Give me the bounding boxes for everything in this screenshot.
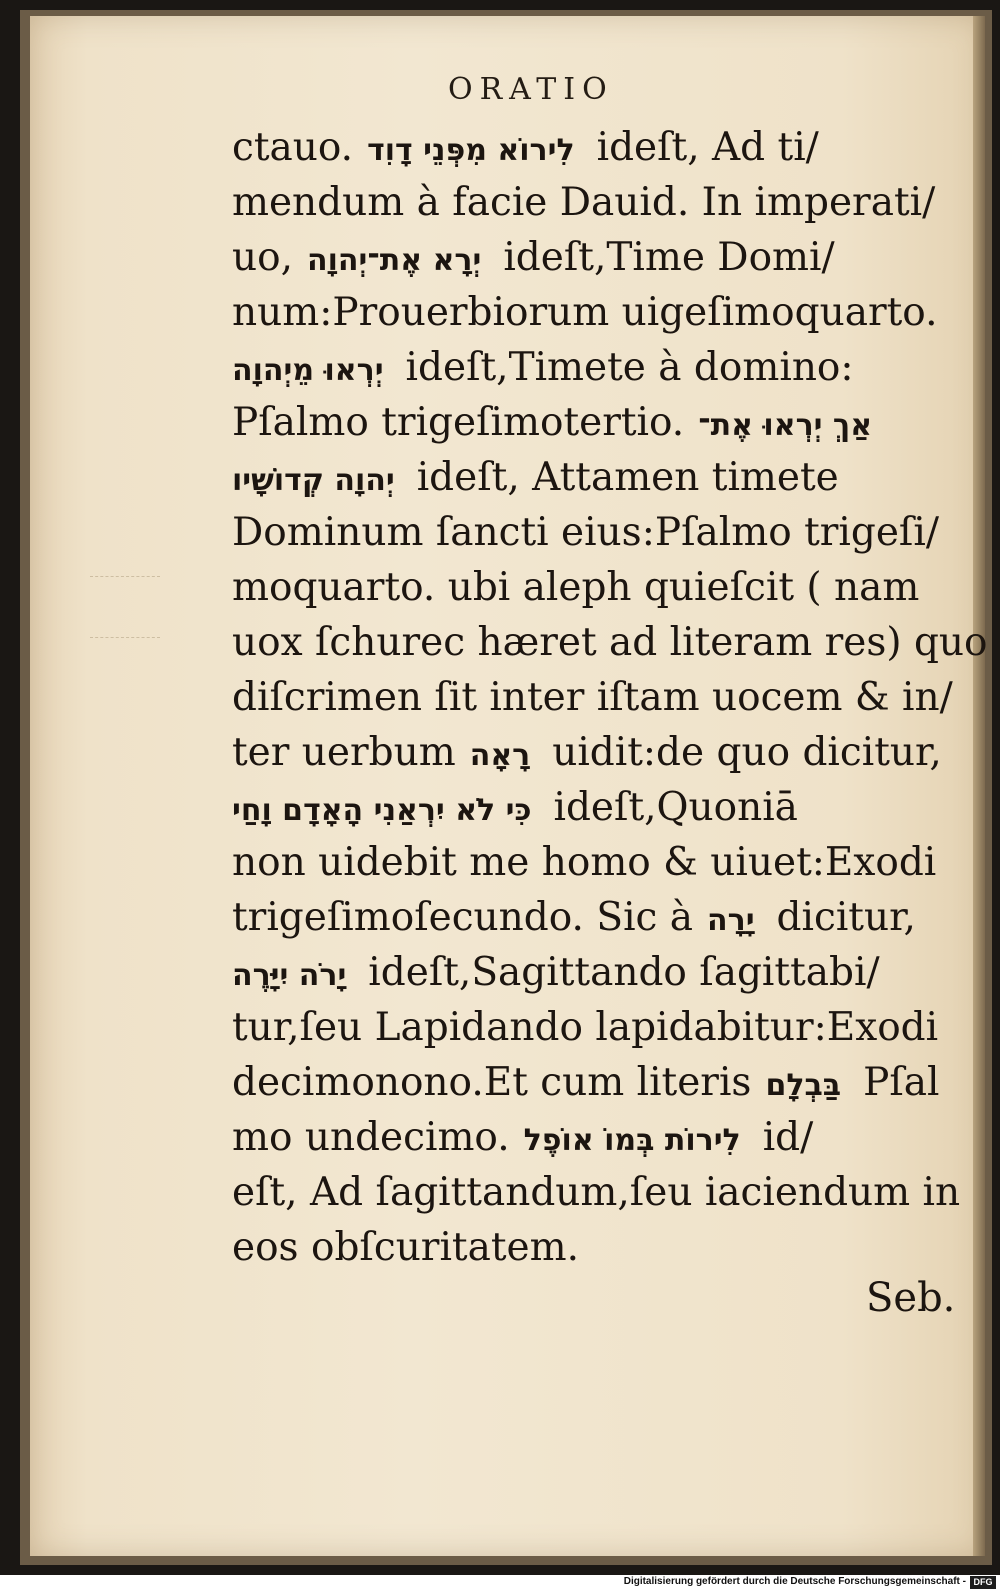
hebrew-text: יְרְאוּ מֵיְהוָה [232, 353, 384, 388]
latin-text: ctauo. [232, 125, 354, 170]
latin-text: ideſt,Sagittando ſagittabi/ [368, 950, 880, 995]
text-line [232, 890, 952, 945]
latin-text: Dominum ſancti eius:Pſalmo trigeſi/ [232, 510, 939, 555]
latin-text: uox ſchurec hæret ad literam res) quo [232, 620, 988, 665]
hebrew-text: אַךְ יְרְאוּ אֶת־ [698, 408, 873, 443]
text-line [232, 1000, 952, 1055]
latin-text: non uidebit me homo & uiuet:Exodi [232, 840, 937, 885]
latin-text: uidit:de quo dicitur, [552, 730, 942, 775]
text-line [232, 835, 952, 890]
latin-text: diſcrimen ſit inter iſtam uocem & in/ [232, 675, 953, 720]
latin-text: trigeſimoſecundo. Sic à [232, 895, 694, 940]
text-line [232, 725, 952, 780]
text-line [232, 670, 952, 725]
text-line [232, 450, 952, 505]
funding-notice: Digitalisierung gefördert durch die Deutsche Forschungsgemeinschaft - [623, 1576, 966, 1587]
text-line [232, 1165, 961, 1220]
show-through-marks [90, 576, 160, 638]
text-line [232, 230, 952, 285]
latin-text: num:Prouerbiorum uigeſimoquarto. [232, 290, 938, 335]
dfg-logo: DFG [970, 1576, 996, 1589]
text-line [232, 1220, 952, 1275]
latin-text: mendum à facie Dauid. In imperati/ [232, 180, 936, 225]
running-head: ORATIO [448, 72, 614, 107]
text-line [232, 1110, 952, 1165]
latin-text: ideſt,Timete à domino: [405, 345, 854, 390]
text-line [232, 560, 952, 615]
footer-bar [0, 1575, 1000, 1591]
latin-text: Pſalmo trigeſimotertio. [232, 400, 685, 445]
latin-text: decimonono.Et cum literis [232, 1060, 752, 1105]
latin-text: uo, [232, 235, 293, 280]
latin-text: ideſt, Ad ti/ [596, 125, 819, 170]
text-line [232, 395, 952, 450]
latin-text: dicitur, [776, 895, 916, 940]
latin-text: Pſal [863, 1060, 940, 1105]
text-line [232, 1055, 952, 1110]
text-block [232, 120, 988, 1275]
hebrew-text: לִירוֹא מִפְּנֵי דָוִד [367, 133, 575, 168]
latin-text: id/ [762, 1115, 814, 1160]
latin-text: mo undecimo. [232, 1115, 510, 1160]
text-line [232, 780, 952, 835]
hebrew-text: בַּבְלָם [765, 1068, 842, 1103]
latin-text: eſt, Ad ſagittandum,ſeu iaciendum in [232, 1170, 961, 1215]
catchword: Seb. [866, 1275, 956, 1321]
latin-text: ideſt, Attamen timete [416, 455, 839, 500]
text-line [232, 120, 952, 175]
text-line [232, 175, 952, 230]
latin-text: ter uerbum [232, 730, 456, 775]
latin-text: moquarto. ubi aleph quieſcit ( nam [232, 565, 920, 610]
hebrew-text: כִּי לֹא יִרְאַנִי הָאָדָם וָחַי [232, 793, 532, 828]
text-line [232, 505, 952, 560]
hebrew-text: יָרֹה יִיָּרֶה [232, 958, 347, 993]
hebrew-text: יְרָא אֶת־יְהוָה [307, 243, 482, 278]
latin-text: ideſt,Time Domi/ [503, 235, 835, 280]
hebrew-text: יָרָה [707, 903, 755, 938]
text-line [232, 340, 952, 395]
hebrew-text: לִירוֹת בְּמוֹ אוֹפֶל [523, 1123, 741, 1158]
text-line [232, 615, 988, 670]
hebrew-text: יְהוָה קְדוֹשָׁיו [232, 463, 395, 498]
latin-text: ideſt,Quoniā [553, 785, 798, 830]
latin-text: eos obſcuritatem. [232, 1225, 579, 1270]
hebrew-text: רָאָה [469, 738, 531, 773]
latin-text: tur,ſeu Lapidando lapidabitur:Exodi [232, 1005, 939, 1050]
text-line [232, 285, 952, 340]
page-edge [973, 16, 985, 1556]
text-line [232, 945, 952, 1000]
